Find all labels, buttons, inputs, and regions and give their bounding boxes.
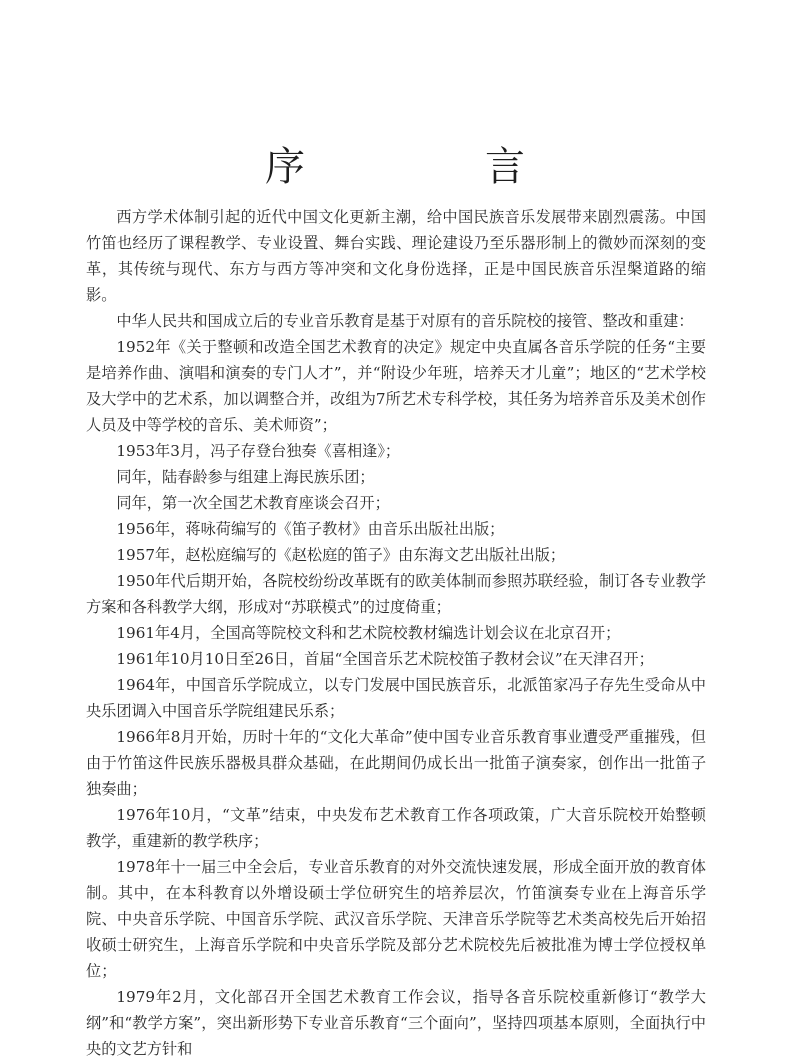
paragraph: 同年，第一次全国艺术教育座谈会召开； — [116, 494, 390, 512]
paragraph: 1956年，蒋咏荷编写的《笛子教材》由音乐出版社出版； — [116, 520, 505, 538]
paragraph: 1957年，赵松庭编写的《赵松庭的笛子》由东海文艺出版社出版； — [116, 546, 566, 564]
paragraph: 1976年10月，“文革”结束，中央发布艺术教育工作各项政策，广大音乐院校开始整顿教学，重建新的教学秩序； — [86, 806, 706, 850]
paragraph: 1950年代后期开始，各院校纷纷改革既有的欧美体制而参照苏联经验，制订各专业教学方案和各科教学大纲，形成对“苏联模式”的过度倚重； — [86, 572, 706, 616]
paragraph: 1966年8月开始，历时十年的“文化大革命”使中国专业音乐教育事业遭受严重摧残，但由于竹笛这件民族乐器极具群众基础，在此期间仍成长出一批笛子演奏家，创作出一批笛子独奏曲； — [86, 728, 706, 798]
paragraph: 1953年3月，冯子存登台独奏《喜相逢》； — [116, 442, 401, 460]
paragraph: 1961年4月，全国高等院校文科和艺术院校教材编选计划会议在北京召开； — [116, 624, 621, 642]
paragraph: 1961年10月10日至26日，首届“全国音乐艺术院校笛子教材会议”在天津召开； — [116, 650, 654, 668]
page-title: 序 言 — [265, 143, 595, 190]
paragraph: 1964年，中国音乐学院成立，以专门发展中国民族音乐，北派笛家冯子存先生受命从中央乐团调入中国音乐学院组建民乐系； — [86, 676, 706, 720]
paragraph: 中华人民共和国成立后的专业音乐教育是基于对原有的音乐院校的接管、整改和重建： — [116, 312, 694, 330]
paragraph: 西方学术体制引起的近代中国文化更新主潮，给中国民族音乐发展带来剧烈震荡。中国竹笛也经历了课程教学、专业设置、舞台实践、理论建设乃至乐器形制上的微妙而深刻的变革，其传统与现代、东方与西方等冲突和文化身份选择，正是中国民族音乐涅槃道路的缩影。 — [86, 208, 706, 304]
paragraph: 1952年《关于整顿和改造全国艺术教育的决定》规定中央直属各音乐学院的任务“主要是培养作曲、演唱和演奏的专门人才”，并“附设少年班，培养天才儿童”；地区的“艺术学校及大学中的艺术系，加以调整合并，改组为7所艺术专科学校，其任务为培养音乐及美术创作人员及中等学校的音乐、美术师资”； — [86, 338, 706, 434]
paragraph: 1979年2月，文化部召开全国艺术教育工作会议，指导各音乐院校重新修订“教学大纲”和“教学方案”，突出新形势下专业音乐教育“三个面向”，坚持四项基本原则，全面执行中央的文艺方针和 — [86, 988, 706, 1058]
paragraph: 同年，陆春龄参与组建上海民族乐团； — [116, 468, 375, 486]
paragraph: 1978年十一届三中全会后，专业音乐教育的对外交流快速发展，形成全面开放的教育体制。其中，在本科教育以外增设硕士学位研究生的培养层次，竹笛演奏专业在上海音乐学院、中央音乐学院、中国音乐学院、武汉音乐学院、天津音乐学院等艺术类高校先后开始招收硕士研究生，上海音乐学院和中央音乐学院及部分艺术院校先后被批准为博士学位授权单位； — [86, 858, 706, 980]
preface-body — [86, 204, 706, 1062]
